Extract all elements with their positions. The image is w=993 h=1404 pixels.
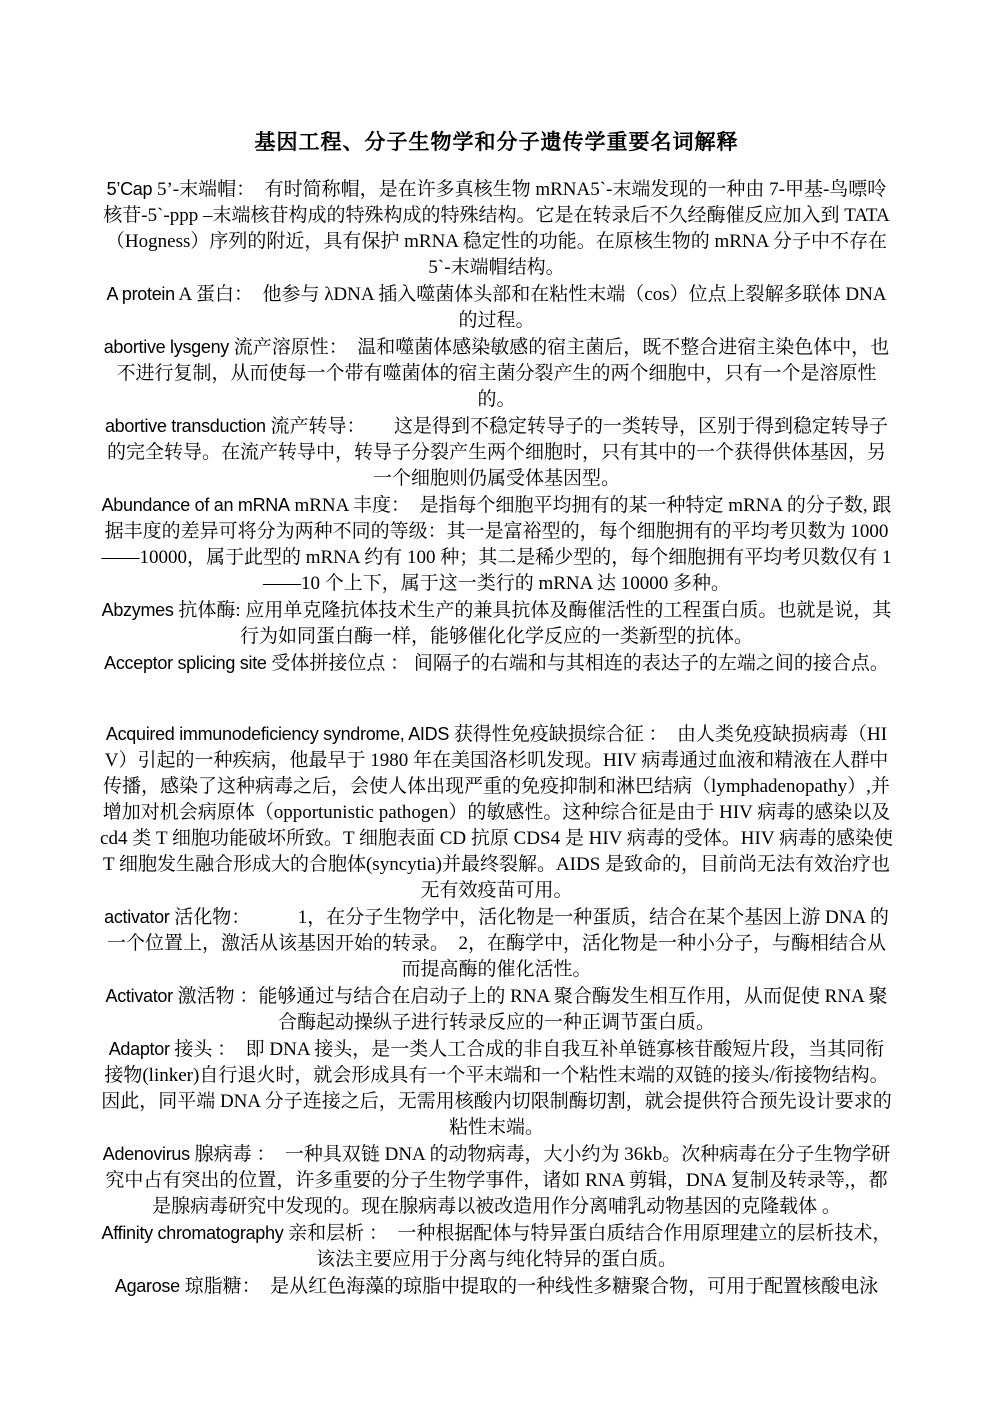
term-entry [100, 281, 893, 334]
term-definition: 活化物： 1，在分子生物学中，活化物是一种蛋质，结合在某个基因上游 DNA 的一个位置上，激活从该基因开始的转录。 2，在酶学中，活化物是一种小分子，与酶相结合从而提高酶的催化活性。 [106, 907, 889, 980]
term-entry [100, 904, 893, 983]
term-entry [100, 650, 893, 677]
term-name-en: Abundance of an mRNA [101, 495, 290, 515]
term-definition: 5’-末端帽： 有时简称帽，是在许多真核生物 mRNA5`-末端发现的一种由 7-甲基-鸟嘌呤核苷-5`-ppp –末端核苷构成的特殊构成的特殊结构。它是在转录后不久经酶催反应加入到 TATA（Hogness）序列的附近，具有保护 mRNA 稳定性的功能。在原核生物的 mRNA 分子中不存在 5`-末端帽结构。 [103, 179, 890, 278]
term-entry [100, 492, 893, 597]
term-entry [100, 721, 893, 904]
term-name-en: A protein [106, 284, 175, 304]
term-name-en: activator [104, 907, 170, 927]
term-entry [100, 597, 893, 650]
term-entry [100, 1141, 893, 1220]
term-name-en: Agarose [114, 1276, 180, 1296]
term-name-en: Adenovirus [102, 1144, 190, 1164]
term-definition: 受体拼接位点 ： 间隔子的右端和与其相连的表达子的左端之间的接合点。 [266, 653, 889, 674]
term-entry [100, 176, 893, 281]
blank-line [100, 677, 893, 721]
term-name-en: Abzymes [101, 600, 174, 620]
term-name-en: abortive lysgeny [103, 337, 229, 357]
term-definition: 亲和层析 ： 一种根据配体与特异蛋白质结合作用原理建立的层析技术，该法主要应用于分离与纯化特异的蛋白质。 [283, 1223, 892, 1270]
term-name-en: Activator [105, 986, 173, 1006]
term-name-en: 5’Cap [106, 179, 153, 199]
term-entry [100, 1220, 893, 1273]
term-definition: 腺病毒 ： 一种具双链 DNA 的动物病毒，大小约为 36kb。次种病毒在分子生物学研究中占有突出的位置，许多重要的分子生物学事件，诸如 RNA 剪辑，DNA 复制及转录等,，都是腺病毒研究中发现的。现在腺病毒以被改造用作分离哺乳动物基因的克隆载体 。 [105, 1144, 891, 1217]
term-definition: 琼脂糖： 是从红色海藻的琼脂中提取的一种线性多糖聚合物，可用于配置核酸电泳 [179, 1276, 879, 1297]
term-definition: 接头 ： 即 DNA 接头，是一类人工合成的非自我互补单链寡核苷酸短片段，当其同衔接物(linker)自行退火时，就会形成具有一个平末端和一个粘性末端的双链的接头/衔接物结构。因此，同平端 DNA 分子连接之后，无需用核酸内切限制酶切割，就会提供符合预先设计要求的粘性末端。 [101, 1039, 892, 1138]
term-entry [100, 1273, 893, 1300]
term-entry [100, 413, 893, 492]
term-name-en: Affinity chromatography [101, 1223, 284, 1243]
term-entry [100, 983, 893, 1036]
term-entry [100, 1036, 893, 1141]
term-name-en: Acquired immunodeficiency syndrome, AIDS [105, 724, 450, 744]
term-name-en: abortive transduction [104, 416, 266, 436]
term-definition: 获得性免疫缺损综合征 ： 由人类免疫缺损病毒（HIV）引起的一种疾病，他最早于 1980 年在美国洛杉叽发现。HIV 病毒通过血液和精液在人群中传播，感染了这种病毒之后，会使人体出现严重的免疫抑制和淋巴结病（lymphadenopathy）,并增加对机会病原体（opportunistic pathogen）的敏感性。这种综合征是由于 HIV 病毒的感染以及 cd4 类 T 细胞功能破坏所致。T 细胞表面 CD 抗原 CDS4 是 HIV 病毒的受体。HIV 病毒的感染使 T 细胞发生融合形成大的合胞体(syncytia)并最终裂解。AIDS 是致命的，目前尚无法有效治疗也无有效疫苗可用。 [100, 724, 893, 901]
term-definition: 流产转导： 这是得到不稳定转导子的一类转导，区别于得到稳定转导子的完全转导。在流产转导中，转导子分裂产生两个细胞时，只有其中的一个获得供体基因，另一个细胞则仍属受体基因型。 [106, 416, 889, 489]
term-definition: 流产溶原性： 温和噬菌体感染敏感的宿主菌后，既不整合进宿主染色体中，也不进行复制，从而使每一个带有噬菌体的宿主菌分裂产生的两个细胞中，只有一个是溶原性的。 [116, 337, 890, 410]
term-definition: A 蛋白： 他参与 λDNA 插入噬菌体头部和在粘性末端（cos）位点上裂解多联体 DNA 的过程。 [174, 284, 887, 331]
term-entry [100, 334, 893, 413]
term-definition: 抗体酶: 应用单克隆抗体技术生产的兼具抗体及酶催活性的工程蛋白质。也就是说，其行为如同蛋白酶一样，能够催化化学反应的一类新型的抗体。 [173, 600, 892, 647]
term-name-en: Adaptor [108, 1039, 170, 1059]
term-definition: mRNA 丰度： 是指每个细胞平均拥有的某一种特定 mRNA 的分子数, 跟据丰度的差异可将分为两种不同的等级：其一是富裕型的，每个细胞拥有的平均考贝数为 1000——10000，属于此型的 mRNA 约有 100 种；其二是稀少型的，每个细胞拥有平均考贝数仅有 1——10 个上下，属于这一类行的 mRNA 达 10000 多种。 [101, 495, 892, 594]
term-definition: 激活物 ：能够通过与结合在启动子上的 RNA 聚合酶发生相互作用，从而促使 RNA 聚合酶起动操纵子进行转录反应的一种正调节蛋白质。 [172, 986, 888, 1033]
term-name-en: Acceptor splicing site [104, 653, 267, 673]
page-title: 基因工程、分子生物学和分子遗传学重要名词解释 [254, 130, 739, 154]
